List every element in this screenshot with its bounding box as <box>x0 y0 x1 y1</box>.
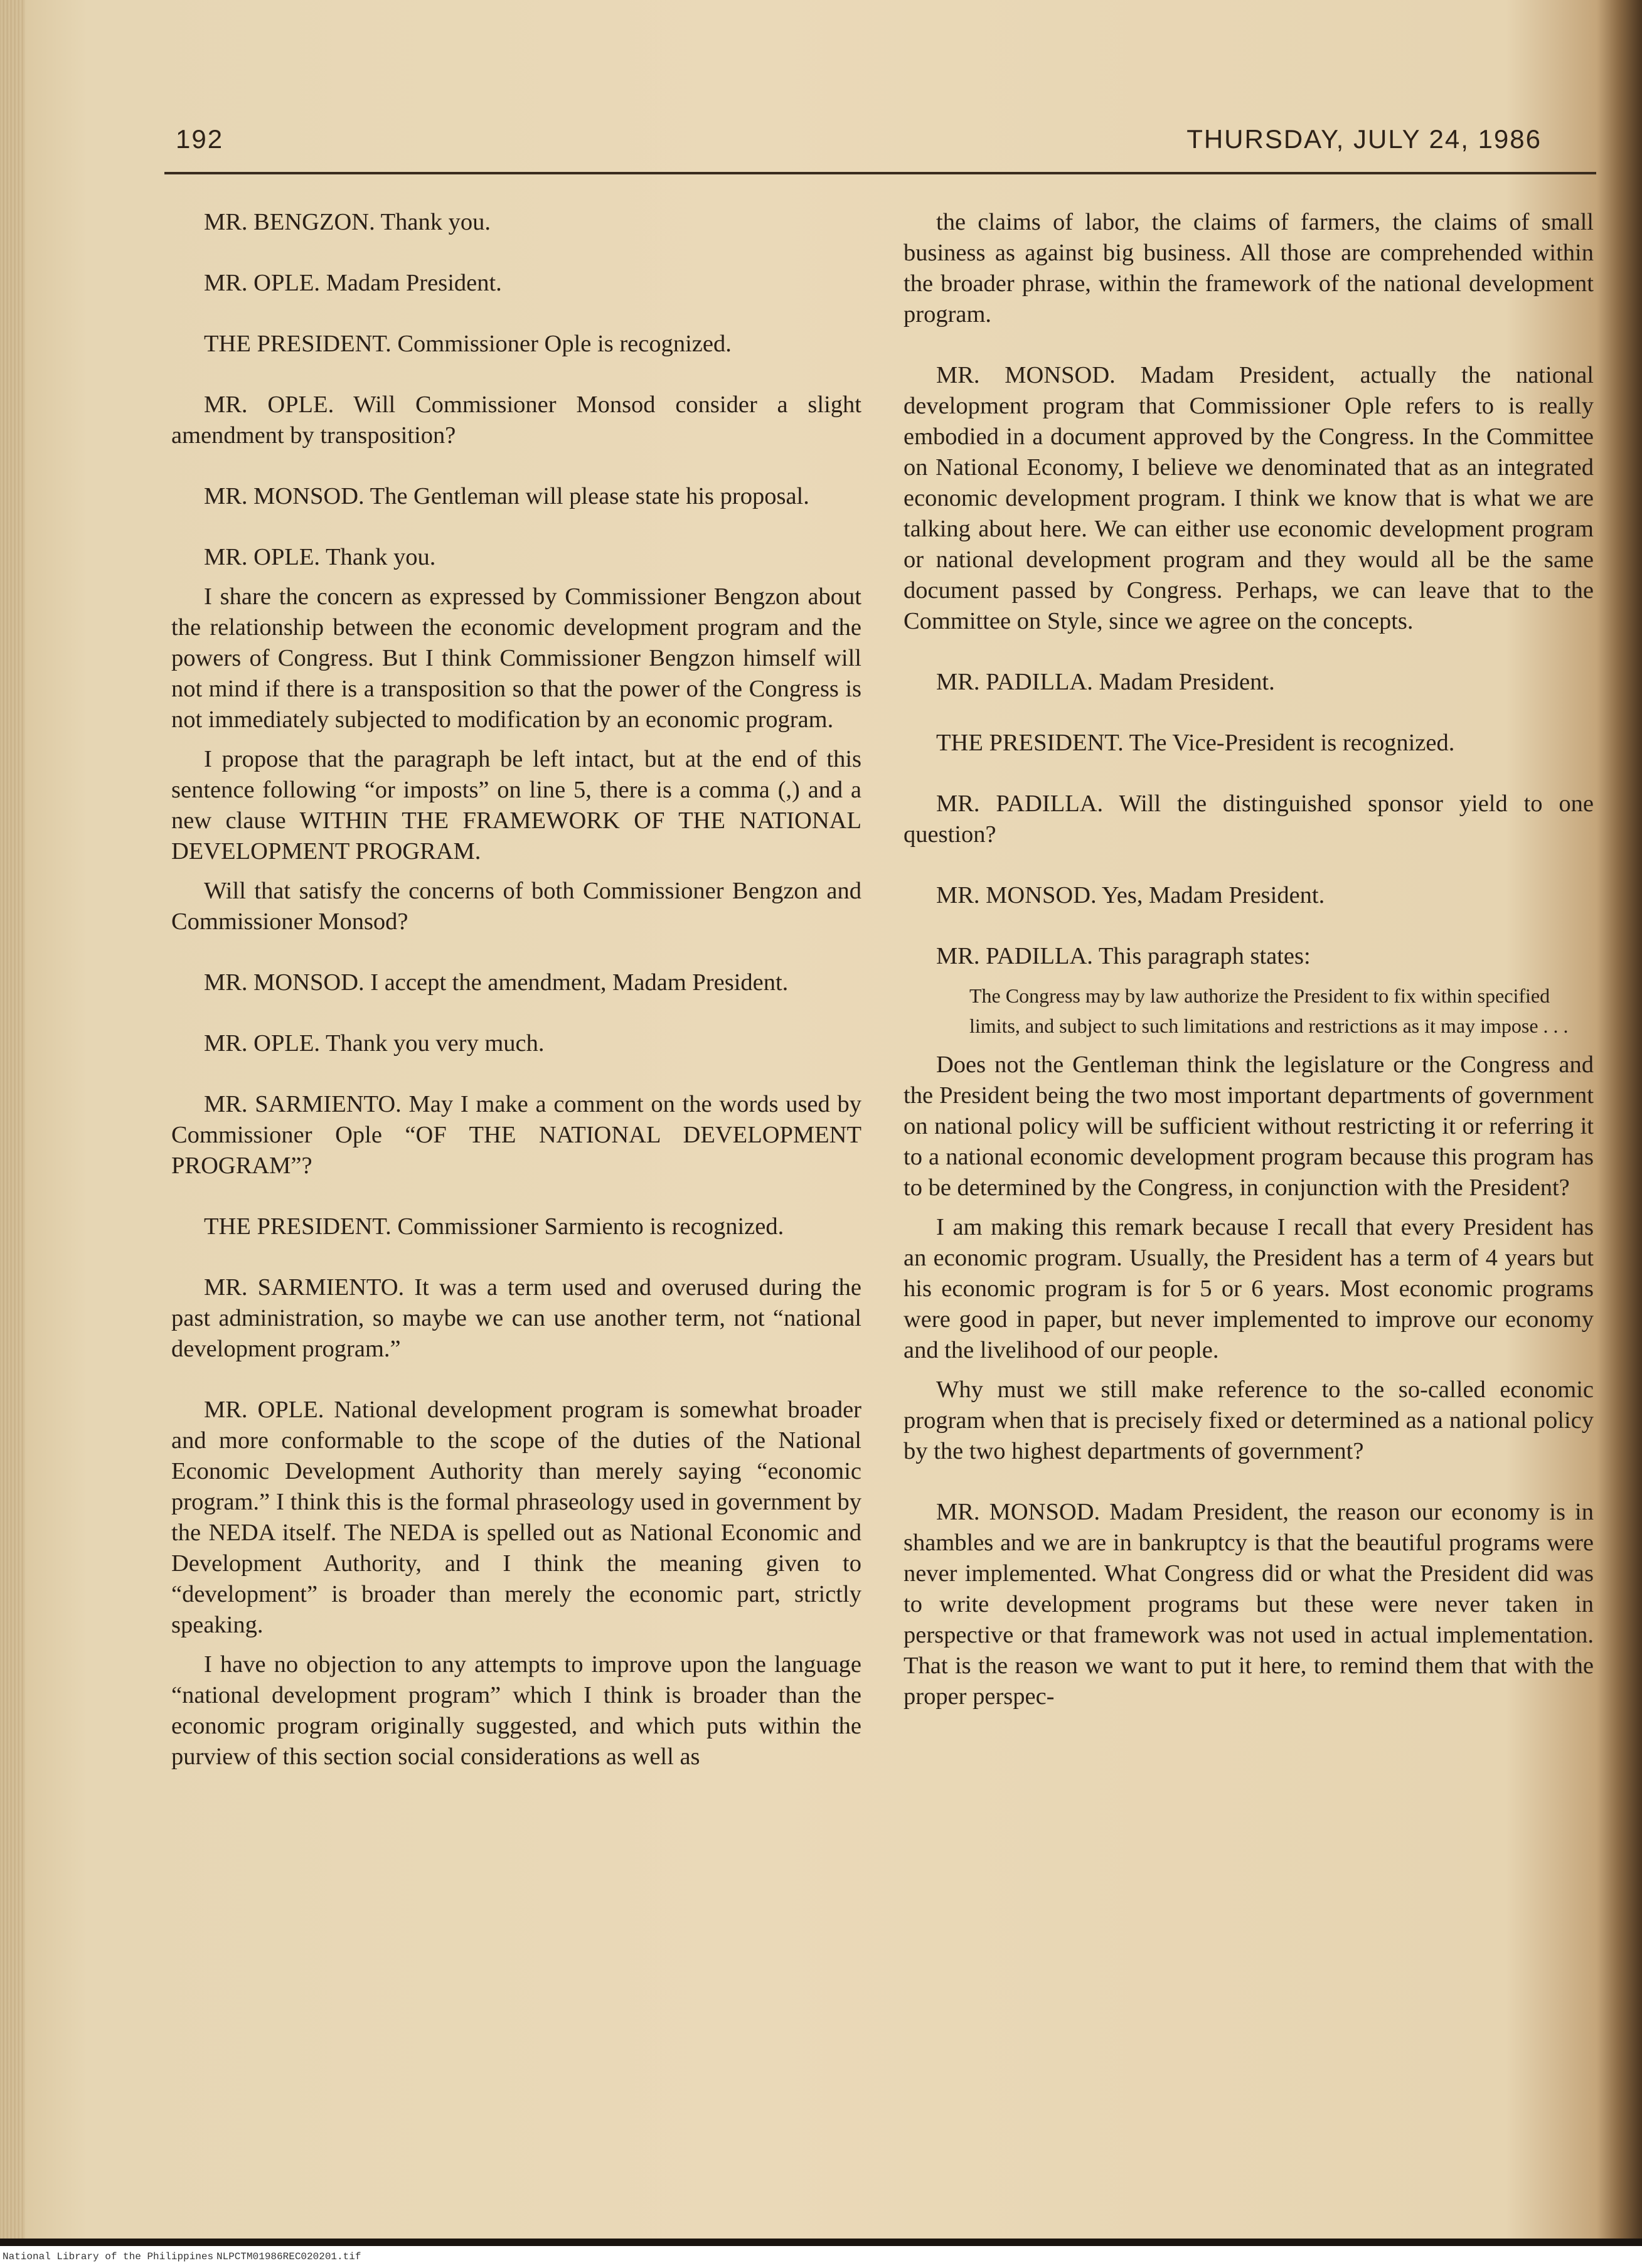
paragraph: Does not the Gentleman think the legislature or the Congress and the President being the two most important departments of government on national policy will be sufficient without restricting it or referring it to a national economic development program because this program has to be determined by the Congress, in conjunction with the President? <box>904 1051 1594 1201</box>
paragraph: the claims of labor, the claims of farmers, the claims of small business as against big business. All those are comprehended within the broader phrase, within the framework of the national development program. <box>904 209 1594 327</box>
block-quote: The Congress may by law authorize the President to fix within specified limits, and subject to such limitations and restrictions as it may impose . . . <box>969 984 1569 1037</box>
paragraph: MR. OPLE. Will Commissioner Monsod consider a slight amendment by transposition? <box>171 391 861 449</box>
paragraph: THE PRESIDENT. The Vice-President is recognized. <box>936 730 1455 756</box>
paragraph: MR. OPLE. Madam President. <box>204 270 502 296</box>
scan-footer <box>0 2246 1642 2268</box>
paragraph: MR. PADILLA. Will the distinguished sponsor yield to one question? <box>904 791 1594 848</box>
paragraph: MR. PADILLA. Madam President. <box>936 669 1275 695</box>
paragraph: MR. MONSOD. Madam President, actually the national development program that Commissioner Ople refers to is really embodied in a document approved by the Congress. In the Committee on National Economy, I believe we denominated that as an integrated economic development program. I think we know that is what we are talking about here. We can either use economic development program or national development program and they would all be the same document passed by Congress. Perhaps, we can leave that to the Committee on Style, since we agree on the concepts. <box>904 362 1594 634</box>
paragraph: MR. MONSOD. Madam President, the reason our economy is in shambles and we are in bankruptcy is that the beautiful programs were never implemented. What Congress did or what the President did was to write development programs but these were never taken in perspective or that framework was not used in actual implementation. That is the reason we want to put it here, to remind them that with the proper perspec- <box>904 1499 1594 1710</box>
page-spine-edge <box>0 0 25 2239</box>
page-number: 192 <box>176 124 224 154</box>
paragraph: I am making this remark because I recall that every President has an economic program. Usually, the President has a term of 4 years but his economic program is for 5 or 6 years. Most economic programs were good in paper, but never implemented to improve our economy and the livelihood of our people. <box>904 1214 1594 1363</box>
paragraph: MR. OPLE. National development program is somewhat broader and more conformable to the scope of the duties of the National Economic Development Authority than merely saying “economic program.” I think this is the formal phraseology used in government by the NEDA itself. The NEDA is spelled out as National Economic and Development Authority, and I think the meaning given to “development” is broader than merely the economic part, strictly speaking. <box>171 1397 861 1638</box>
paragraph: THE PRESIDENT. Commissioner Sarmiento is recognized. <box>204 1213 784 1240</box>
paragraph: Why must we still make reference to the so-called economic program when that is precisely fixed or determined as a national policy by the two highest departments of government? <box>904 1376 1594 1464</box>
paragraph: THE PRESIDENT. Commissioner Ople is recognized. <box>204 331 732 357</box>
paragraph: MR. PADILLA. This paragraph states: <box>936 943 1311 969</box>
paragraph: MR. MONSOD. Yes, Madam President. <box>936 882 1325 908</box>
paragraph: MR. MONSOD. The Gentleman will please state his proposal. <box>204 483 809 509</box>
paragraph: MR. OPLE. Thank you. <box>204 544 436 570</box>
paragraph: MR. SARMIENTO. May I make a comment on the words used by Commissioner Ople “OF THE NATIONAL DEVELOPMENT PROGRAM”? <box>171 1091 861 1179</box>
page-header <box>176 124 1542 162</box>
header-rule <box>164 172 1596 174</box>
footer-filename: NLPCTM01986REC020201.tif <box>216 2251 361 2262</box>
paragraph: MR. OPLE. Thank you very much. <box>204 1030 545 1057</box>
page-date: THURSDAY, JULY 24, 1986 <box>1186 124 1542 154</box>
paragraph: Will that satisfy the concerns of both Commissioner Bengzon and Commissioner Monsod? <box>171 878 861 935</box>
paragraph: MR. SARMIENTO. It was a term used and overused during the past administration, so maybe we can use another term, not “national development program.” <box>171 1274 861 1362</box>
right-column <box>904 207 1594 1712</box>
paragraph: I have no objection to any attempts to improve upon the language “national development program” which I think is broader than the economic program originally suggested, and which puts within the purview of this section social considerations as well as <box>171 1651 861 1770</box>
paragraph: MR. BENGZON. Thank you. <box>204 209 491 235</box>
paragraph: I share the concern as expressed by Commissioner Bengzon about the relationship between the economic development program and the powers of Congress. But I think Commissioner Bengzon himself will not mind if there is a transposition so that the power of the Congress is not immediately subjected to modification by an economic program. <box>171 583 861 733</box>
paragraph: MR. MONSOD. I accept the amendment, Madam President. <box>204 969 789 996</box>
paragraph: I propose that the paragraph be left intact, but at the end of this sentence following “or imposts” on line 5, there is a comma (,) and a new clause WITHIN THE FRAMEWORK OF THE NATIONAL DEVELOPMENT PROGRAM. <box>171 746 861 865</box>
footer-library: National Library of the Philippines <box>3 2251 214 2262</box>
left-column <box>171 207 861 1772</box>
